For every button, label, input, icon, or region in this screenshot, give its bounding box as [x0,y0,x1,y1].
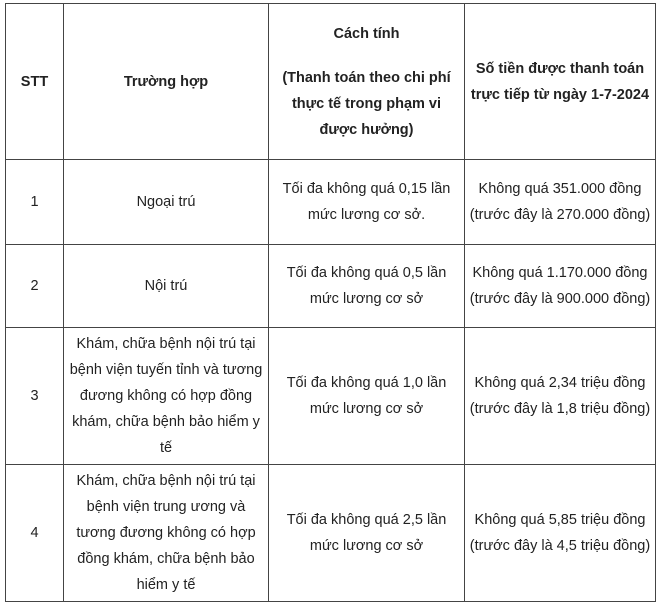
header-stt: STT [6,4,64,160]
cell-case: Khám, chữa bệnh nội trú tại bệnh viện trung ương và tương đương không có hợp đồng khám, chữa bệnh bảo hiểm y tế [64,465,269,602]
table-row [6,160,656,245]
cell-calc: Tối đa không quá 2,5 lần mức lương cơ sở [269,465,465,602]
cell-calc: Tối đa không quá 0,15 lần mức lương cơ sở. [269,160,465,245]
cell-case: Nội trú [64,245,269,328]
cell-stt: 1 [6,160,64,245]
table-header-row [6,4,656,160]
table-row [6,465,656,602]
cell-amount: Không quá 2,34 triệu đồng (trước đây là 1,8 triệu đồng) [465,328,656,465]
cell-stt: 3 [6,328,64,465]
cell-case: Ngoại trú [64,160,269,245]
table-row [6,245,656,328]
cell-calc: Tối đa không quá 1,0 lần mức lương cơ sở [269,328,465,465]
cell-amount: Không quá 5,85 triệu đồng (trước đây là 4,5 triệu đồng) [465,465,656,602]
cell-amount: Không quá 1.170.000 đồng (trước đây là 900.000 đồng) [465,245,656,328]
header-calc [269,4,465,160]
header-case: Trường hợp [64,4,269,160]
cell-case: Khám, chữa bệnh nội trú tại bệnh viện tuyến tỉnh và tương đương không có hợp đồng khám, chữa bệnh bảo hiểm y tế [64,328,269,465]
payment-table [5,3,656,602]
cell-stt: 4 [6,465,64,602]
header-amount: Số tiền được thanh toán trực tiếp từ ngày 1-7-2024 [465,4,656,160]
cell-stt: 2 [6,245,64,328]
cell-calc: Tối đa không quá 0,5 lần mức lương cơ sở [269,245,465,328]
cell-amount: Không quá 351.000 đồng (trước đây là 270.000 đồng) [465,160,656,245]
header-calc-note: (Thanh toán theo chi phí thực tế trong phạm vi được hưởng) [282,69,451,138]
header-calc-title: Cách tính [333,25,400,42]
table-row [6,328,656,465]
